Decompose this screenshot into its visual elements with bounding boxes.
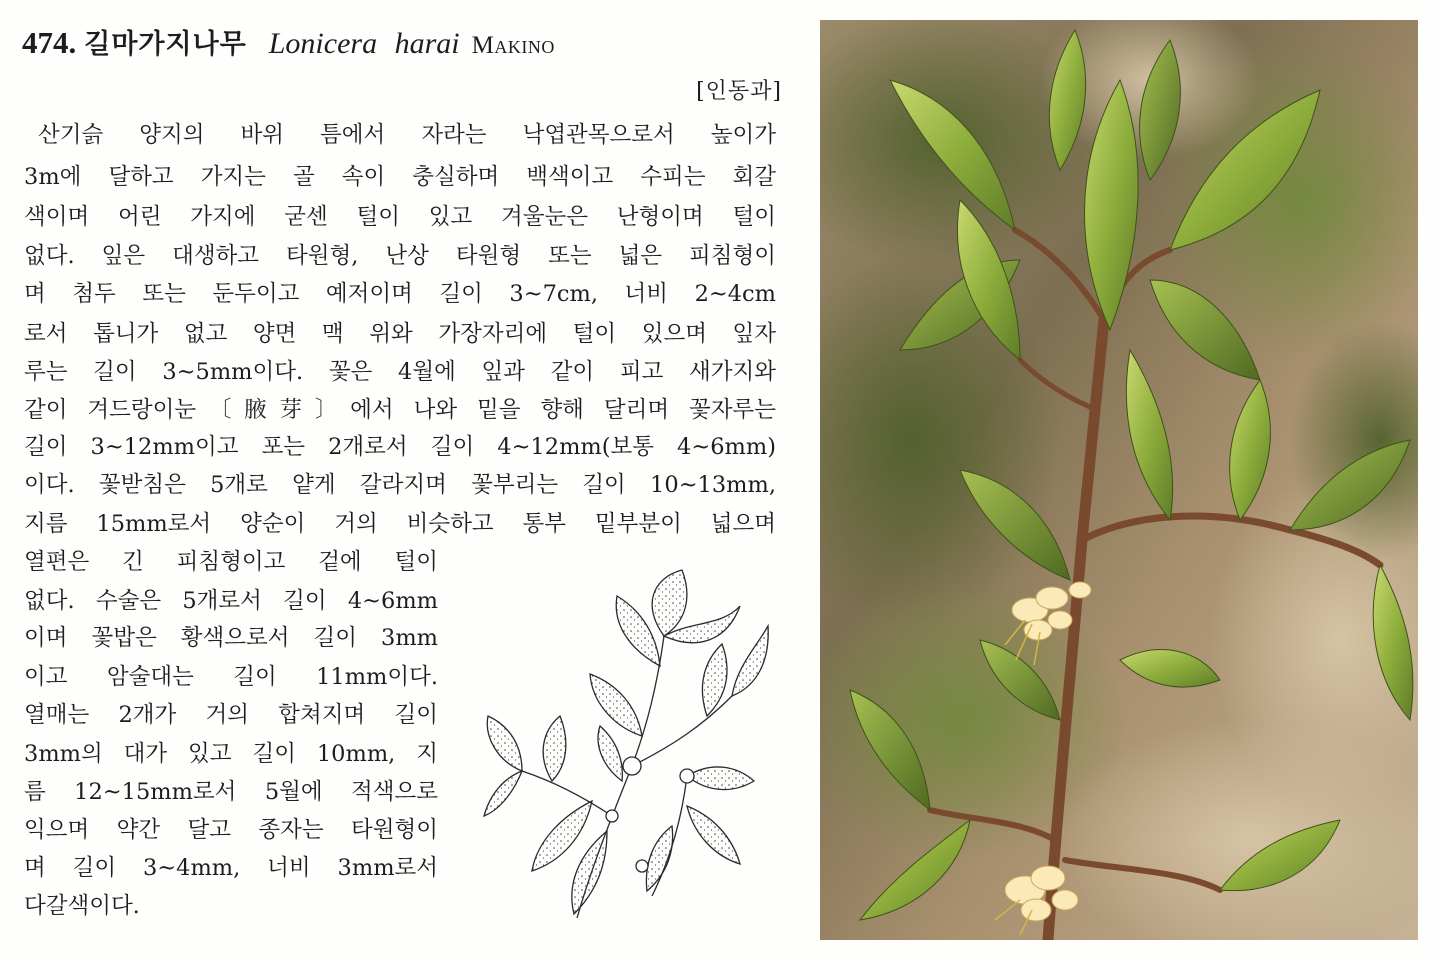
- description-line: 로서 톱니가 없고 양면 맥 위와 가장자리에 털이 있으며 잎자: [24, 321, 776, 347]
- description-line: 이며 꽃밥은 황색으로서 길이 3mm: [24, 625, 438, 651]
- description-line: 길이 3~12mm이고 포는 2개로서 길이 4~12mm(보통 4~6mm): [24, 434, 776, 460]
- description-line: 3m에 달하고 가지는 골 속이 충실하며 백색이고 수피는 회갈: [24, 164, 776, 190]
- family-name: [인동과]: [696, 79, 782, 104]
- description-line: 3mm의 대가 있고 길이 10mm, 지: [24, 741, 438, 767]
- botanical-line-drawing-icon: [482, 566, 770, 920]
- description-line: 루는 길이 3~5mm이다. 꽃은 4월에 잎과 같이 피고 새가지와: [24, 359, 776, 385]
- entry-header: [22, 22, 782, 104]
- description-line: 산기슭 양지의 바위 틈에서 자라는 낙엽관목으로서 높이가: [38, 122, 776, 148]
- entry-number: 474.: [22, 25, 77, 60]
- description-line: 다갈색이다.: [24, 893, 140, 919]
- description-line: 이고 암술대는 길이 11mm이다.: [24, 664, 438, 690]
- description-line: 지름 15mm로서 양순이 거의 비슷하고 통부 밑부분이 넓으며: [24, 511, 776, 537]
- description-line: 없다. 잎은 대생하고 타원형, 난상 타원형 또는 넓은 피침형이: [24, 243, 776, 269]
- korean-name: 길마가지나무: [84, 29, 247, 60]
- description-line: 같이 겨드랑이눈〔腋芽〕에서 나와 밑을 향해 달리며 꽃자루는: [24, 397, 776, 423]
- description-line: 익으며 약간 달고 종자는 타원형이: [24, 817, 438, 843]
- description-line: 름 12~15mm로서 5월에 적색으로: [24, 779, 438, 805]
- description-line: 없다. 수술은 5개로서 길이 4~6mm: [24, 588, 438, 614]
- author-name: Makino: [471, 32, 555, 59]
- description-line: 열매는 2개가 거의 합쳐지며 길이: [24, 702, 438, 728]
- description-line: 열편은 긴 피침형이고 겉에 털이: [24, 549, 438, 575]
- description-line: 며 길이 3~4mm, 너비 3mm로서: [24, 855, 438, 881]
- plant-photo-icon: [820, 20, 1418, 940]
- description-line: 이다. 꽃받침은 5개로 얕게 갈라지며 꽃부리는 길이 10~13mm,: [24, 472, 776, 498]
- description-line: 며 첨두 또는 둔두이고 예저이며 길이 3~7cm, 너비 2~4cm: [24, 281, 776, 307]
- description-line: 색이며 어린 가지에 굳센 털이 있고 겨울눈은 난형이며 털이: [24, 204, 776, 230]
- scientific-name: Lonicera harai: [268, 27, 460, 60]
